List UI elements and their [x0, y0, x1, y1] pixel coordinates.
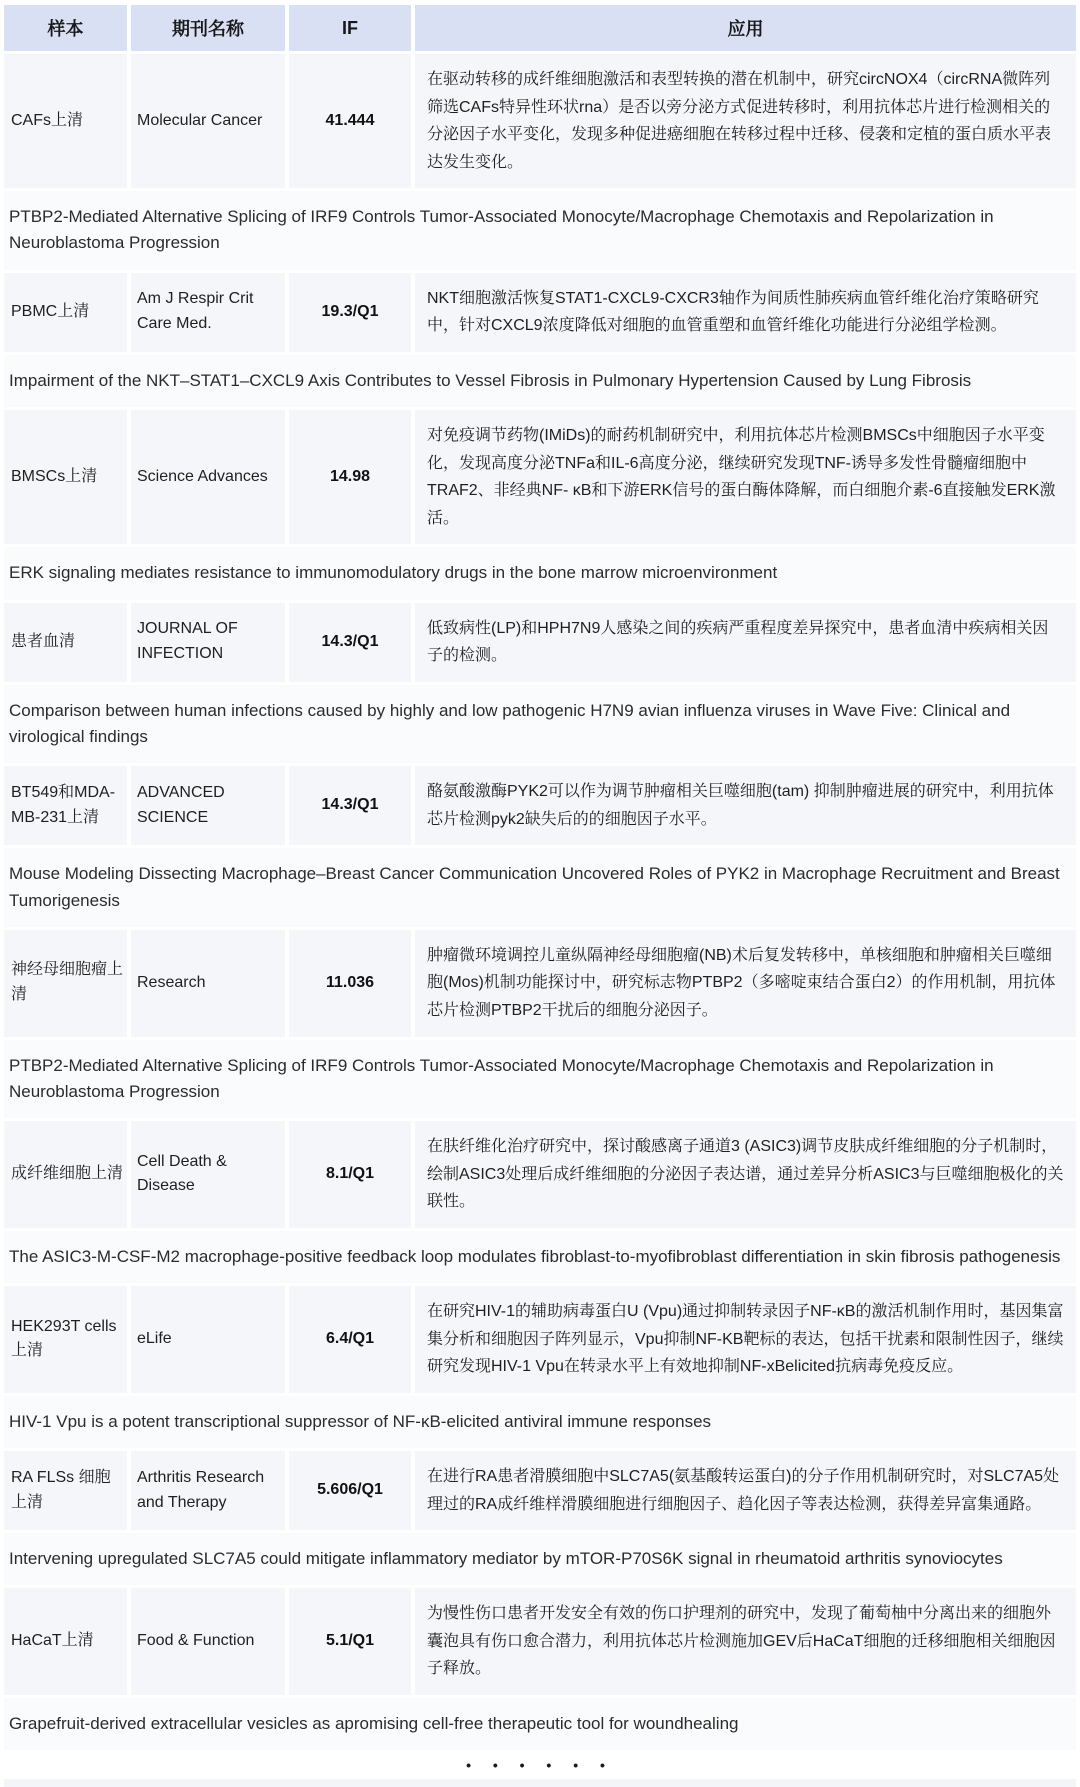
sample-text: 成纤维细胞上清 [11, 1165, 124, 1183]
publication-title-text: Grapefruit-derived extracellular vesicles as apromising cell-free therapeutic tool for woundhealing [9, 1713, 739, 1733]
publication-title-text: Comparison between human infections caused by highly and low pathogenic H7N9 avian influenza viruses in Wave Five: Clinical and virological findings [9, 700, 1011, 746]
sample-text: 神经母细胞瘤上清 [11, 961, 124, 1004]
impact-factor-text: 41.444 [325, 111, 375, 129]
sample-cell [4, 54, 127, 188]
publication-title-row [4, 355, 1076, 407]
table-row-group [4, 273, 1076, 407]
journal-text: ADVANCED SCIENCE [137, 783, 225, 826]
publication-title-text: HIV-1 Vpu is a potent transcriptional suppressor of NF-κB-elicited antiviral immune responses [9, 1411, 712, 1431]
table-row-group [4, 603, 1076, 764]
application-cell [415, 766, 1076, 845]
application-cell [415, 273, 1076, 352]
table-row-group [4, 1588, 1076, 1750]
application-text: NKT细胞激活恢复STAT1-CXCL9-CXCR3轴作为间质性肺疾病血管纤维化治疗策略研究中，针对CXCL9浓度降低对细胞的血管重塑和血管纤维化功能进行分泌组学检测。 [427, 289, 1039, 335]
sample-cell [4, 1588, 127, 1695]
impact-factor-cell [289, 930, 411, 1037]
table-body [4, 54, 1076, 1750]
sample-text: BMSCs上清 [11, 467, 98, 485]
impact-factor-text: 14.98 [329, 467, 371, 485]
sample-cell [4, 766, 127, 845]
sample-text: RA FLSs 细胞上清 [11, 1468, 111, 1511]
table-row-group [4, 766, 1076, 927]
table-row [4, 930, 1076, 1037]
journal-cell [131, 930, 285, 1037]
impact-factor-text: 14.3/Q1 [321, 632, 379, 650]
sample-cell [4, 410, 127, 544]
publication-title-text: Impairment of the NKT–STAT1–CXCL9 Axis Contributes to Vessel Fibrosis in Pulmonary Hypertension Caused by Lung Fibrosis [9, 370, 972, 390]
footer-strip [4, 1779, 1076, 1787]
impact-factor-text: 14.3/Q1 [321, 796, 379, 814]
table-row [4, 273, 1076, 352]
table-row [4, 766, 1076, 845]
application-text: 低致病性(LP)和HPH7N9人感染之间的疾病严重程度差异探究中，患者血清中疾病相关因子的检测。 [427, 619, 1049, 665]
impact-factor-cell [289, 1451, 411, 1530]
journal-text: eLife [137, 1329, 172, 1347]
impact-factor-text: 5.606/Q1 [317, 1481, 383, 1499]
impact-factor-text: 11.036 [325, 973, 375, 991]
application-cell [415, 1121, 1076, 1228]
journal-cell [131, 273, 285, 352]
application-cell [415, 54, 1076, 188]
impact-factor-text: 19.3/Q1 [321, 302, 379, 320]
publication-title-row [4, 191, 1076, 270]
sample-cell [4, 930, 127, 1037]
table-row [4, 603, 1076, 682]
publication-title-row [4, 547, 1076, 599]
publication-title-row [4, 848, 1076, 927]
sample-cell [4, 1451, 127, 1530]
publication-title-row [4, 1231, 1076, 1283]
journal-cell [131, 54, 285, 188]
sample-text: HaCaT上清 [11, 1632, 94, 1650]
impact-factor-cell [289, 410, 411, 544]
table-row [4, 1451, 1076, 1530]
application-cell [415, 1451, 1076, 1530]
journal-cell [131, 1451, 285, 1530]
application-text: 在研究HIV-1的辅助病毒蛋白U (Vpu)通过抑制转录因子NF-κB的激活机制作用时，基因集富集分析和细胞因子阵列显示，Vpu抑制NF-KB靶标的表达，包括干扰素和限制性因子，继续研究发现HIV-1 Vpu在转录水平上有效地抑制NF-xBelicited抗病毒免疫反应。 [427, 1303, 1064, 1376]
publication-title-text: ERK signaling mediates resistance to immunomodulatory drugs in the bone marrow microenvironment [9, 563, 778, 583]
sample-text: BT549和MDA-MB-231上清 [11, 783, 116, 826]
journal-cell [131, 410, 285, 544]
impact-factor-cell [289, 766, 411, 845]
journal-cell [131, 766, 285, 845]
impact-factor-text: 8.1/Q1 [325, 1165, 375, 1183]
journal-cell [131, 1286, 285, 1393]
header-if: IF [289, 5, 411, 51]
publication-title-row [4, 685, 1076, 764]
journal-cell [131, 1588, 285, 1695]
application-cell [415, 930, 1076, 1037]
application-text: 对免疫调节药物(IMiDs)的耐药机制研究中，利用抗体芯片检测BMSCs中细胞因子水平变化，发现高度分泌TNFa和IL-6高度分泌，继续研究发现TNF-诱导多发性骨髓瘤细胞中TRAF2、非经典NF- κB和下游ERK信号的蛋白酶体降解，而白细胞介素-6直接触发ERK激活。 [427, 427, 1056, 527]
publication-title-row [4, 1698, 1076, 1750]
table-row-group [4, 1451, 1076, 1585]
sample-text: CAFs上清 [11, 111, 84, 129]
impact-factor-text: 6.4/Q1 [325, 1329, 375, 1347]
table-row [4, 1121, 1076, 1228]
application-text: 在进行RA患者滑膜细胞中SLC7A5(氨基酸转运蛋白)的分子作用机制研究时，对SLC7A5处理过的RA成纤维样滑膜细胞进行细胞因子、趋化因子等表达检测，获得差异富集通路。 [427, 1467, 1060, 1513]
table-header-row [4, 5, 1076, 51]
sample-text: PBMC上清 [11, 302, 90, 320]
application-text: 肿瘤微环境调控儿童纵隔神经母细胞瘤(NB)术后复发转移中，单核细胞和肿瘤相关巨噬细胞(Mos)机制功能探讨中，研究标志物PTBP2（多嘧啶束结合蛋白2）的作用机制，用抗体芯片检测PTBP2干扰后的细胞分泌因子。 [427, 946, 1056, 1019]
impact-factor-cell [289, 1588, 411, 1695]
table-row-group [4, 410, 1076, 599]
journal-text: Arthritis Research and Therapy [137, 1468, 265, 1511]
publication-title-text: The ASIC3-M-CSF-M2 macrophage-positive feedback loop modulates fibroblast-to-myofibroblast differentiation in skin fibrosis pathogenesis [9, 1246, 1061, 1266]
sample-text: 患者血清 [11, 632, 76, 650]
application-cell [415, 410, 1076, 544]
table-row [4, 1286, 1076, 1393]
journal-text: Am J Respir Crit Care Med. [137, 290, 254, 333]
impact-factor-cell [289, 54, 411, 188]
application-text: 为慢性伤口患者开发安全有效的伤口护理剂的研究中，发现了葡萄柚中分离出来的细胞外囊泡具有伤口愈合潜力，利用抗体芯片检测施加GEV后HaCaT细胞的迁移细胞相关细胞因子释放。 [427, 1605, 1056, 1678]
publication-title-text: Intervening upregulated SLC7A5 could mitigate inflammatory mediator by mTOR-P70S6K signal in rheumatoid arthritis synoviocytes [9, 1549, 1003, 1569]
journal-text: Research [137, 973, 206, 991]
application-cell [415, 603, 1076, 682]
impact-factor-cell [289, 1286, 411, 1393]
impact-factor-cell [289, 603, 411, 682]
application-text: 在肤纤维化治疗研究中，探讨酸感离子通道3 (ASIC3)调节皮肤成纤维细胞的分子机制时，绘制ASIC3处理后成纤维细胞的分泌因子表达谱，通过差异分析ASIC3与巨噬细胞极化的关联性。 [427, 1138, 1064, 1211]
header-journal: 期刊名称 [131, 5, 285, 51]
sample-cell [4, 603, 127, 682]
sample-cell [4, 1286, 127, 1393]
table-row [4, 1588, 1076, 1695]
table-row [4, 410, 1076, 544]
table-row [4, 54, 1076, 188]
ellipsis-text: • • • • • • [466, 1757, 614, 1774]
sample-cell [4, 273, 127, 352]
publication-title-text: PTBP2-Mediated Alternative Splicing of IRF9 Controls Tumor-Associated Monocyte/Macrophage Chemotaxis and Repolarization in Neuroblastoma Progression [9, 1055, 994, 1101]
publication-title-row [4, 1396, 1076, 1448]
application-text: 酪氨酸激酶PYK2可以作为调节肿瘤相关巨噬细胞(tam) 抑制肿瘤进展的研究中，利用抗体芯片检测pyk2缺失后的的细胞因子水平。 [427, 783, 1054, 828]
sample-text: HEK293T cells 上清 [11, 1317, 117, 1360]
table-row-group [4, 54, 1076, 270]
application-text: 在驱动转移的成纤维细胞激活和表型转换的潜在机制中，研究circNOX4（circRNA微阵列筛选CAFs特异性环状rna）是否以旁分泌方式促进转移时，利用抗体芯片进行检测相关的分泌因子水平变化，发现多种促进癌细胞在转移过程中迁移、侵袭和定植的蛋白质水平表达发生变化。 [427, 71, 1052, 171]
table-row-group [4, 930, 1076, 1118]
sample-cell [4, 1121, 127, 1228]
publication-title-text: PTBP2-Mediated Alternative Splicing of IRF9 Controls Tumor-Associated Monocyte/Macrophage Chemotaxis and Repolarization in Neuroblastoma Progression [9, 207, 994, 253]
publication-title-row [4, 1040, 1076, 1119]
publication-title-text: Mouse Modeling Dissecting Macrophage–Breast Cancer Communication Uncovered Roles of PYK2 in Macrophage Recruitment and Breast Tumorigenesis [9, 864, 1060, 910]
impact-factor-cell [289, 273, 411, 352]
journal-cell [131, 1121, 285, 1228]
header-application: 应用 [415, 5, 1076, 51]
table-row-group [4, 1121, 1076, 1283]
journal-text: Molecular Cancer [137, 111, 263, 129]
publication-title-row [4, 1533, 1076, 1585]
journal-cell [131, 603, 285, 682]
journal-text: Science Advances [137, 467, 268, 485]
application-cell [415, 1588, 1076, 1695]
header-sample: 样本 [4, 5, 127, 51]
journal-text: JOURNAL OF INFECTION [137, 620, 238, 663]
impact-factor-text: 5.1/Q1 [325, 1632, 375, 1650]
application-cell [415, 1286, 1076, 1393]
journal-text: Cell Death & Disease [137, 1152, 227, 1195]
journal-text: Food & Function [137, 1632, 255, 1650]
table-row-group [4, 1286, 1076, 1448]
impact-factor-cell [289, 1121, 411, 1228]
ellipsis-row [4, 1753, 1076, 1779]
